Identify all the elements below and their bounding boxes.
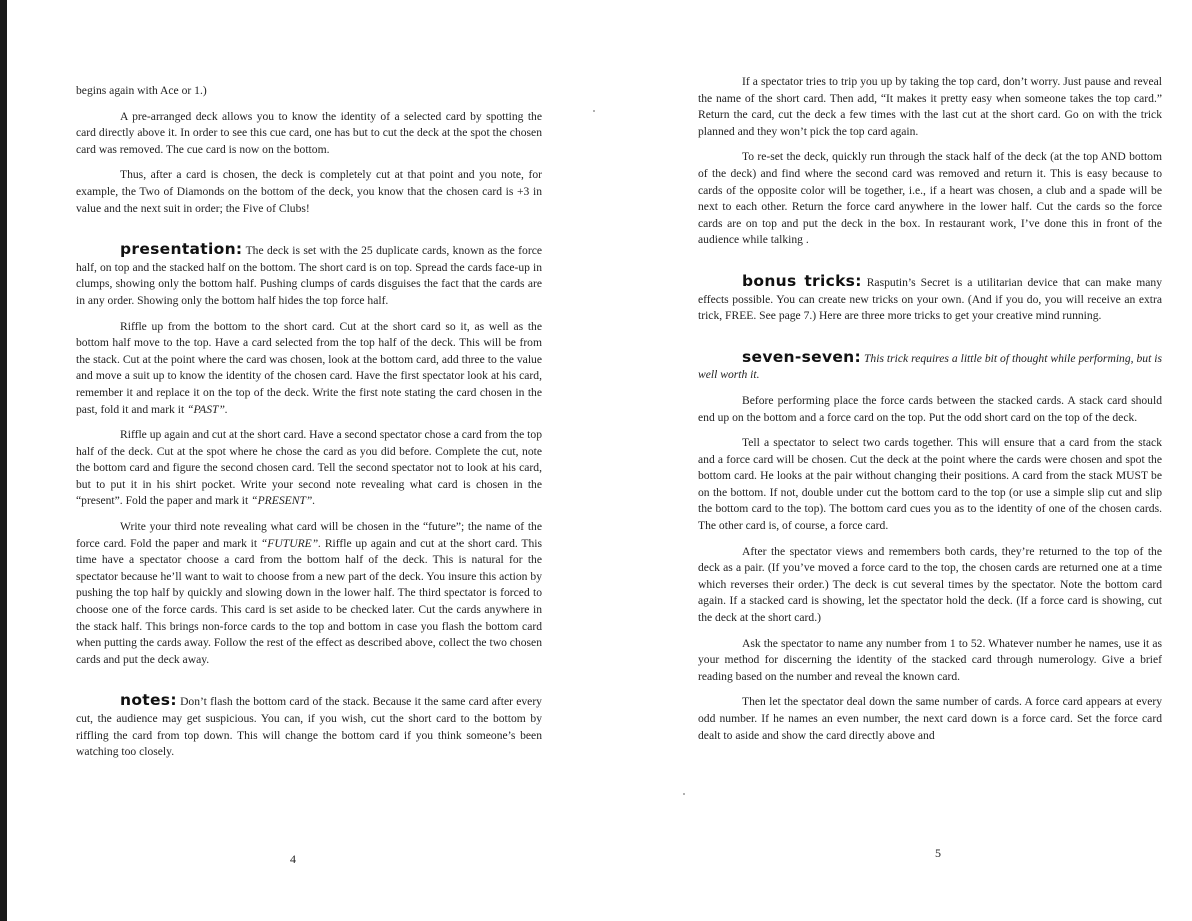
notes-paragraph xyxy=(76,692,542,760)
notes-text: Don’t flash the bottom card of the stack. Because it the same card after every cut, the audience may get suspicious. You can, if you wish, cut the short card to the bottom by riffling the card from top down. This will change the bottom card if you think someone’s been watching too closely. xyxy=(76,695,542,759)
bonus-text: Rasputin’s Secret is a utilitarian device that can make many effects possible. You can create new tricks on your own. (And if you do, you will receive an extra trick, FREE. See page 7.) Here are three more tricks to get your creative mind running. xyxy=(698,275,1162,323)
seven-heading: seven-seven: xyxy=(742,347,862,366)
future-text-b: Riffle up again and cut at the short card. This time have a spectator choose a card from the bottom half of the deck. This is natural for the spectator because he’ll want to wait to choose from a new part of the deck. You insure this action by pushing the top half by quickly and slowing down in the lower half. The third spectator is forced to choose one of the force cards. This card is set aside to be checked later. Cut the cards anywhere in the stack half. This brings non-force cards to the top and bottom in case you flash the bottom card when putting the cards away. Follow the rest of the effect as described above, collect the two chosen cards and put the deck away. xyxy=(76,536,542,666)
left-paragraph-2: A pre-arranged deck allows you to know the identity of a selected card by spotting the card directly above it. In order to see this cue card, one has but to cut the deck at the spot the chosen card was removed. The cue card is now on the bottom. xyxy=(76,109,542,156)
future-text-a: Write your third note revealing what card will be chosen in the “future”; the name of the force card. Fold the paper and mark it xyxy=(76,520,542,550)
seven-paragraph xyxy=(698,349,1162,384)
scan-speck xyxy=(593,110,595,112)
right-paragraph-7: After the spectator views and remembers both cards, they’re returned to the top of the deck as a pair. (If you’ve moved a force card to the top, the chosen cards are returned one at a time which reverses their order.) The deck is cut several times by the spectator. Note the bottom card again. If a stacked card is showing, let the spectator hold the deck. (If a force card is showing, cut the deck at the short card.) xyxy=(698,544,1162,625)
scan-speck xyxy=(683,793,685,795)
left-paragraph-1: begins again with Ace or 1.) xyxy=(76,84,207,97)
page-number-left: 4 xyxy=(290,852,296,866)
present-mark: “PRESENT”. xyxy=(251,494,316,508)
left-paragraph-past xyxy=(76,319,542,419)
right-paragraph-9: Then let the spectator deal down the same number of cards. A force card appears at every odd number. If he names an even number, the next card down is a force card. Set the force card dealt to aside and show the card directly above and xyxy=(698,695,1162,742)
right-page xyxy=(698,0,1162,921)
past-mark: “PAST”. xyxy=(187,402,228,416)
left-paragraph-future xyxy=(76,519,542,668)
left-paragraph-present xyxy=(76,427,542,510)
right-paragraph-5: Before performing place the force cards between the stacked cards. A stack card should end up on the bottom and a force card on the top. Put the odd short card on the top of the deck. xyxy=(698,393,1162,424)
future-mark: “FUTURE”. xyxy=(260,536,322,550)
right-paragraph-6: Tell a spectator to select two cards together. This will ensure that a card from the stack and a force card will be chosen. Cut the deck at the point where the cards were chosen and spot the bottom card. He looks at the pair without changing their positions. A card from the stack MUST be on the bottom. If not, double under cut the bottom card to the top (or use a simple slip cut and slip the bottom card to the top). The bottom card cues you as to the identity of one of the chosen cards. The other card is, of course, a force card. xyxy=(698,436,1162,533)
seven-intro: This trick requires a little bit of thought while performing, but is well worth it. xyxy=(698,351,1162,382)
right-paragraph-8: Ask the spectator to name any number from 1 to 52. Whatever number he names, use it as your method for discerning the identity of the stacked card through numerology. Give a brief reading based on the number and reveal the known card. xyxy=(698,636,1162,683)
past-text: Riffle up from the bottom to the short card. Cut at the short card so it, as well as the bottom half move to the top. Have a card selected from the top half of the deck. This will be from the stack. Cut at the point where the card was chosen, look at the bottom card, add three to the value and move a suit up to know the identity of the chosen card. Have the first spectator look at his card, remember it and replace it on the top of the deck. Write the first note stating the card chosen in the past, fold it and mark it xyxy=(76,319,542,416)
present-text: Riffle up again and cut at the short card. Have a second spectator chose a card from the top half of the deck. Cut at the spot where he chose the card as you did before. Complete the cut, note the bottom card and figure the second chosen card. Tell the second spectator not to look at his card, but to put it in his shirt pocket. Write your second note revealing what card is chosen in the “present”. Fold the paper and mark it xyxy=(76,428,542,508)
right-paragraph-2: To re-set the deck, quickly run through the stack half of the deck (at the top AND bottom of the deck) and find where the second card was removed and return it. This is easy because to cards of the opposite color will be together, i.e., if a heart was chosen, a club and a spade will be next to each other. Return the force card anywhere in the lower half. Cut the cards so the force cards are on top and put the deck in the box. In restaurant work, I’ve done this in front of the audience while talking . xyxy=(698,150,1162,247)
presentation-heading: presentation: xyxy=(120,240,243,259)
presentation-paragraph xyxy=(76,241,542,309)
notes-heading: notes: xyxy=(120,691,177,710)
bonus-heading: bonus tricks: xyxy=(742,271,862,290)
right-paragraph-1: If a spectator tries to trip you up by taking the top card, don’t worry. Just pause and reveal the name of the short card. Then add, “It makes it pretty easy when someone takes the top card.” Return the card, cut the deck a few times with the last cut at the short card. Go on with the trick planned and they won’t pick the top card again. xyxy=(698,75,1162,138)
bonus-paragraph xyxy=(698,273,1162,325)
left-page xyxy=(76,0,542,921)
page-number-right: 5 xyxy=(935,846,941,860)
left-paragraph-3: Thus, after a card is chosen, the deck is completely cut at that point and you note, for example, the Two of Diamonds on the bottom of the deck, you know that the chosen card is +3 in value and the next suit in order; the Five of Clubs! xyxy=(76,168,542,215)
book-binding-edge xyxy=(0,0,7,921)
presentation-text: The deck is set with the 25 duplicate cards, known as the force half, on top and the stacked half on the bottom. The short card is on top. Spread the cards face-up in clumps, showing only the bottom half. Pushing clumps of cards disguises the fact that the cards are in any order. Showing only the bottom half hides the top force half. xyxy=(76,244,542,307)
